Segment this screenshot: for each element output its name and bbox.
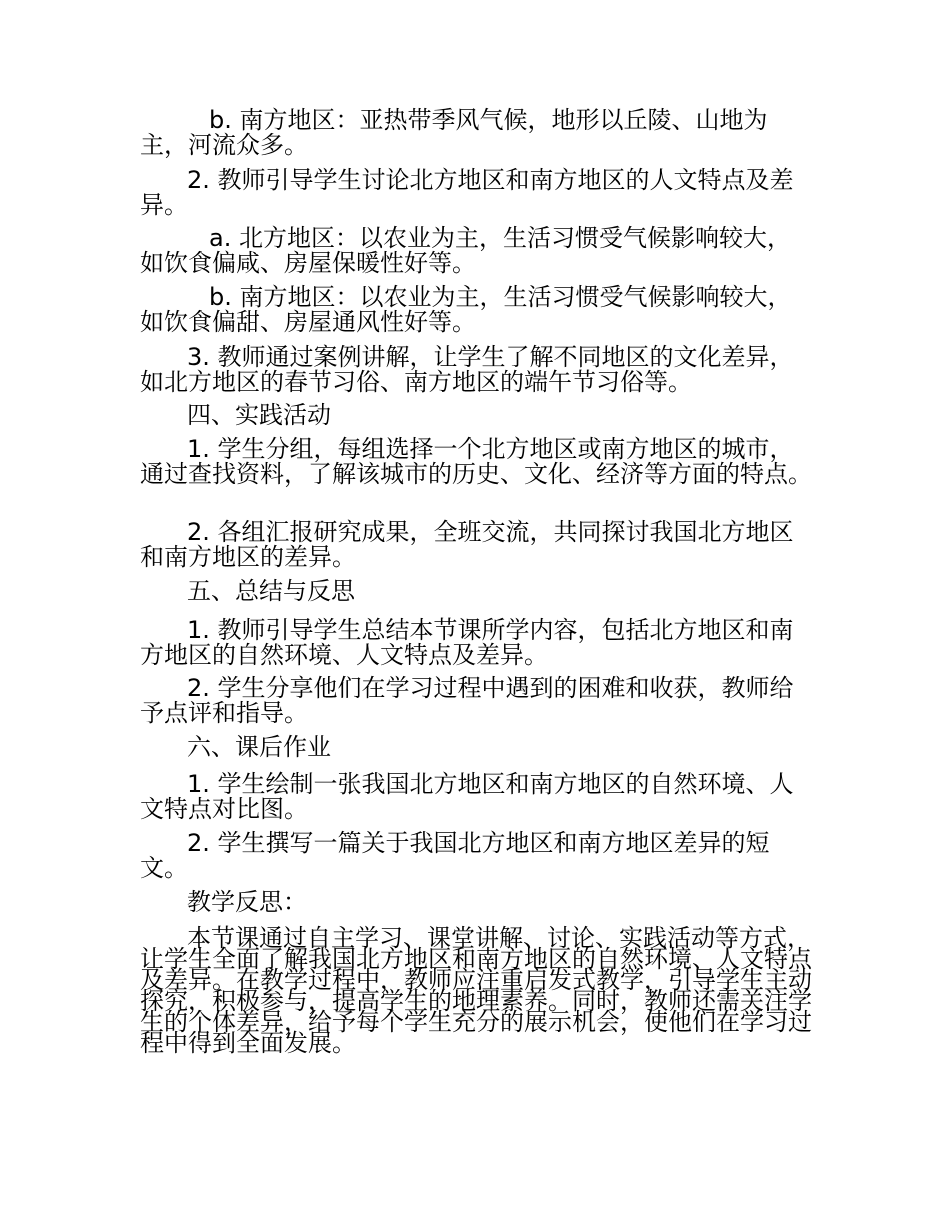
paragraph-teaching-reflection: 本节课通过自主学习、课堂讲解、讨论、实践活动等方式，让学生全面了解我国北方地区和南方地区的自然环境、人文特点及差异。在教学过程中，教师应注重启发式教学，引导学生主动探究，积极参与，提高学生的地理素养。同时，教师还需关注学生的个体差异，给予每个学生充分的展示机会，使他们在学习过程中得到全面发展。 — [140, 924, 812, 1057]
section-heading-reflection: 教学反思： — [187, 888, 307, 916]
paragraph-group-report: 2. 各组汇报研究成果，全班交流，共同探讨我国北方地区和南方地区的差异。 — [140, 518, 794, 571]
paragraph-north-humanities: a. 北方地区：以农业为主，生活习惯受气候影响较大，如饮食偏咸、房屋保暖性好等。 — [140, 224, 791, 277]
paragraph-south-nature: b. 南方地区：亚热带季风气候，地形以丘陵、山地为主，河流众多。 — [140, 106, 768, 159]
paragraph-share-experience: 2. 学生分享他们在学习过程中遇到的困难和收获，教师给予点评和指导。 — [140, 674, 794, 727]
paragraph-group-research: 1. 学生分组，每组选择一个北方地区或南方地区的城市，通过查找资料，了解该城市的历史、文化、经济等方面的特点。 — [140, 435, 812, 488]
paragraph-homework-essay: 2. 学生撰写一篇关于我国北方地区和南方地区差异的短文。 — [140, 829, 770, 882]
paragraph-homework-chart: 1. 学生绘制一张我国北方地区和南方地区的自然环境、人文特点对比图。 — [140, 770, 794, 823]
section-heading-homework: 六、课后作业 — [187, 733, 331, 761]
section-heading-practice: 四、实践活动 — [187, 401, 331, 429]
paragraph-culture-cases: 3. 教师通过案例讲解，让学生了解不同地区的文化差异，如北方地区的春节习俗、南方地区的端午节习俗等。 — [140, 343, 794, 396]
section-heading-summary: 五、总结与反思 — [187, 577, 355, 605]
paragraph-humanities-discussion: 2. 教师引导学生讨论北方地区和南方地区的人文特点及差异。 — [140, 166, 794, 219]
paragraph-summary-guide: 1. 教师引导学生总结本节课所学内容，包括北方地区和南方地区的自然环境、人文特点及差异。 — [140, 616, 794, 669]
paragraph-south-humanities: b. 南方地区：以农业为主，生活习惯受气候影响较大，如饮食偏甜、房屋通风性好等。 — [140, 283, 792, 336]
